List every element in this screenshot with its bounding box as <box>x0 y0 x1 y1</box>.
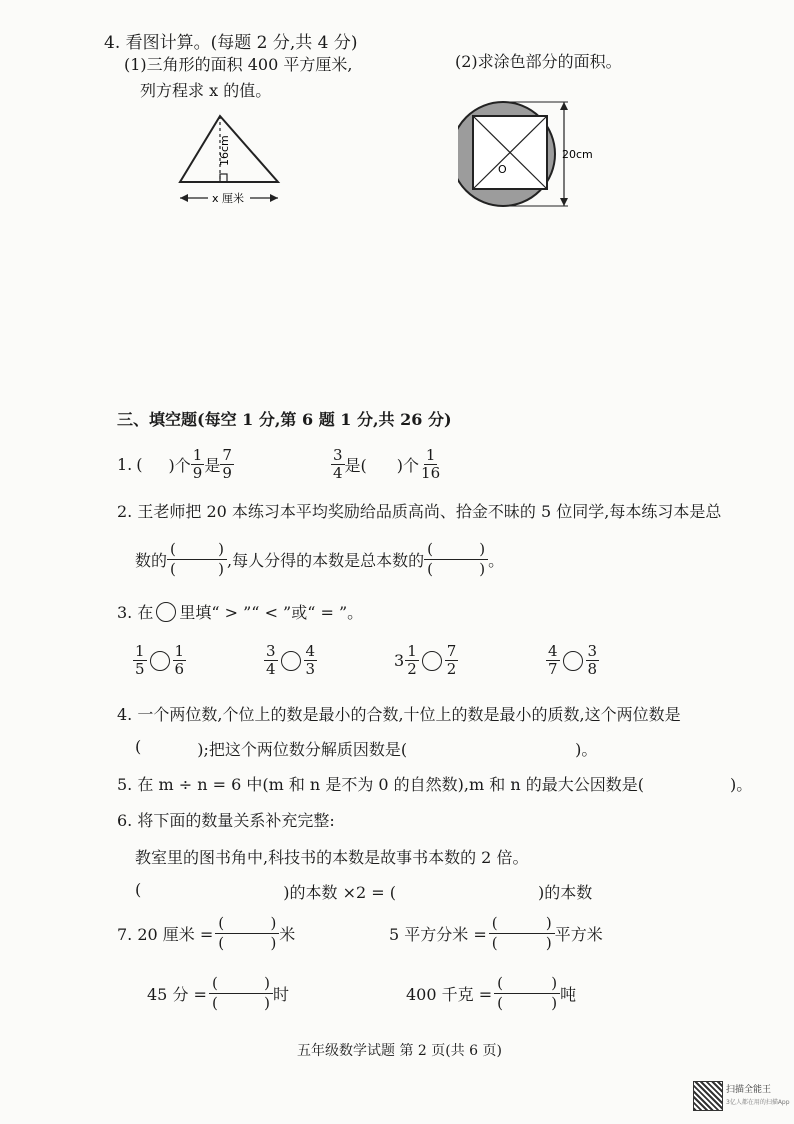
q7-c-blank[interactable]: ( ) ( ) <box>209 976 273 1011</box>
q7-d: 400 千克 = ( ) ( ) 吨 <box>406 974 577 1012</box>
q2-blank-2[interactable]: ( ) ( ) <box>424 542 488 577</box>
scanner-brand-sub: 3亿人都在用的扫描App <box>726 1099 790 1106</box>
q6-line2: 教室里的图书角中,科技书的本数是故事书本数的 2 倍。 <box>135 848 529 867</box>
triangle-height-label: 16cm <box>218 135 231 166</box>
q4b-line2: ( );把这个两位数分解质因数是( )。 <box>135 737 598 759</box>
triangle-base-label: x 厘米 <box>212 192 245 205</box>
compare-slot-1[interactable] <box>150 651 170 671</box>
page-footer: 五年级数学试题 第 2 页(共 6 页) <box>297 1043 502 1059</box>
q4b-blank-1[interactable] <box>141 737 197 760</box>
q7-b-blank[interactable]: ( ) ( ) <box>489 916 555 951</box>
q7-a-blank[interactable]: ( ) ( ) <box>215 916 279 951</box>
q3-instruction: 3. 在 里填“ > ”“ < ”或“ = ”。 <box>117 603 364 622</box>
triangle-figure <box>170 108 290 212</box>
q2-line2: 数的 ( ) ( ) ,每人分得的本数是总本数的 ( ) ( ) 。 <box>135 540 505 578</box>
q4-part2: (2)求涂色部分的面积。 <box>455 52 622 71</box>
q6-blank-1[interactable] <box>141 880 283 903</box>
q7-d-blank[interactable]: ( ) ( ) <box>494 976 560 1011</box>
q4-part1-line1: (1)三角形的面积 400 平方厘米, <box>124 55 353 74</box>
q5-line: 5. 在 m ÷ n = 6 中(m 和 n 是不为 0 的自然数),m 和 n 的最大公因数是( )。 <box>117 772 752 795</box>
q3-compare-3: 3 $\frac{1}{2}$ $\frac{7}{2}$ <box>394 642 457 678</box>
qr-code-icon <box>693 1081 723 1111</box>
q2-blank-1[interactable]: ( ) ( ) <box>167 542 227 577</box>
q3-compare-1: $\frac{1}{5}$ $\frac{1}{6}$ <box>135 642 185 678</box>
right-angle-mark <box>220 174 227 182</box>
q6-line3: ( )的本数 ×2 = ( )的本数 <box>135 880 593 902</box>
q1-b: $\frac{3}{4}$ 是( )个 $\frac{1}{16}$ <box>333 446 441 482</box>
q3-compare-2: $\frac{3}{4}$ $\frac{4}{3}$ <box>266 642 316 678</box>
q7-c: 45 分 = ( ) ( ) 时 <box>147 974 289 1012</box>
q4-part1-line2: 列方程求 x 的值。 <box>140 81 272 100</box>
compare-slot-4[interactable] <box>563 651 583 671</box>
circle-figure <box>458 97 598 212</box>
q1-a: 1. ( )个 $\frac{1}{9}$ 是 $\frac{7}{9}$ <box>117 446 232 482</box>
q7-b: 5 平方分米 = ( ) ( ) 平方米 <box>389 914 603 952</box>
compare-slot-3[interactable] <box>422 651 442 671</box>
q4b-line1: 4. 一个两位数,个位上的数是最小的合数,十位上的数是最小的质数,这个两位数是 <box>117 705 681 724</box>
diameter-label: 20cm <box>562 148 593 161</box>
q3-compare-4: $\frac{4}{7}$ $\frac{3}{8}$ <box>548 642 598 678</box>
q6-blank-2[interactable] <box>396 880 538 903</box>
q2-line1: 2. 王老师把 20 本练习本平均奖励给品质高尚、拾金不昧的 5 位同学,每本练习本是总 <box>117 502 722 521</box>
compare-circle-icon <box>156 602 176 622</box>
q4-heading: 4. 看图计算。(每题 2 分,共 4 分) <box>104 33 358 53</box>
q4b-blank-2[interactable] <box>407 737 575 760</box>
q7-a: 7. 20 厘米 = ( ) ( ) 米 <box>117 914 296 952</box>
circle-center-label: O <box>498 163 507 176</box>
section3-heading: 三、填空题(每空 1 分,第 6 题 1 分,共 26 分) <box>117 410 452 429</box>
q6-line1: 6. 将下面的数量关系补充完整: <box>117 811 335 830</box>
compare-slot-2[interactable] <box>281 651 301 671</box>
q5-blank[interactable] <box>644 772 730 795</box>
scanner-brand: 扫描全能王 <box>726 1085 772 1095</box>
